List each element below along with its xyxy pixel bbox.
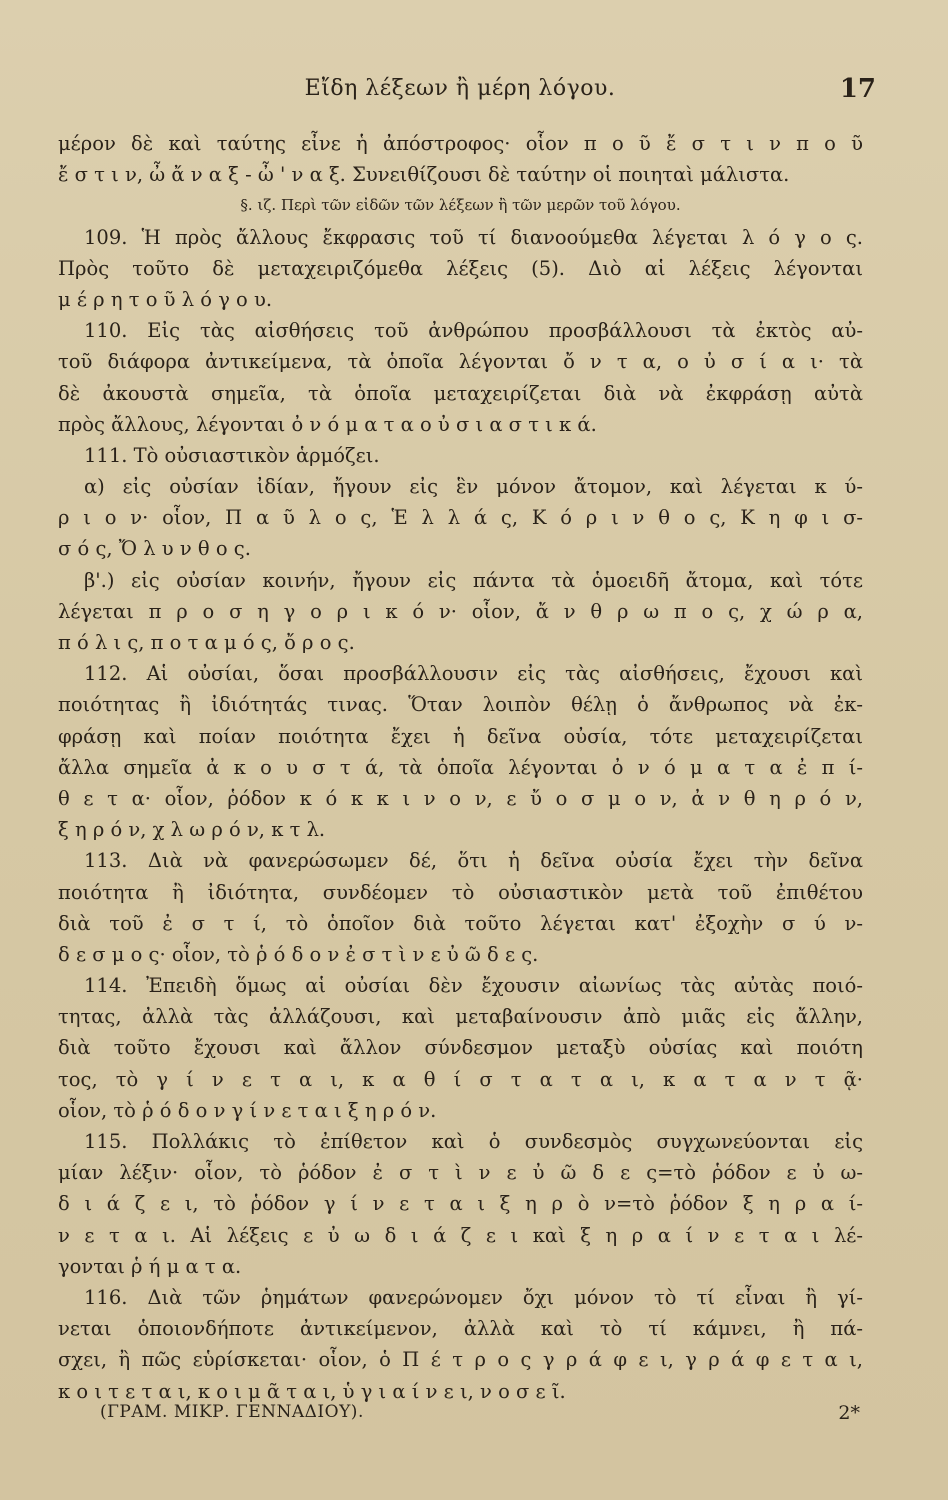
- text-line: διὰ τοῦ ἐ σ τ ί, τὸ ὁποῖον διὰ τοῦτο λέγεται κατ' ἐξοχὴν σ ύ ν-: [58, 911, 863, 935]
- page-number: 17: [839, 74, 876, 104]
- page-footer: [100, 1402, 860, 1432]
- body-text: [58, 128, 863, 1407]
- text-line: 111. Τὸ οὐσιαστικὸν ἁρμόζει.: [84, 443, 380, 467]
- text-line: 110. Εἰς τὰς αἰσθήσεις τοῦ ἀνθρώπου προσβάλλουσι τὰ ἐκτὸς αὐ-: [84, 319, 863, 343]
- text-line: ποιότητας ἢ ἰδιότητάς τινας. Ὅταν λοιπὸν θέλῃ ὁ ἄνθρωπος νὰ ἐκ-: [58, 693, 863, 717]
- text-line: ἔ σ τ ι ν, ὦ ἄ ν α ξ - ὦ ' ν α ξ. Συνειθίζουσι δὲ ταύτην οἱ ποιηταὶ μάλιστα.: [58, 163, 790, 187]
- text-line: θ ε τ α· οἷον, ῥόδον κ ό κ κ ι ν ο ν, ε ὔ ο σ μ ο ν, ἀ ν θ η ρ ό ν,: [58, 786, 863, 810]
- text-line: λέγεται π ρ ο σ η γ ο ρ ι κ ό ν· οἷον, ἄ ν θ ρ ω π ο ς, χ ώ ρ α,: [58, 599, 863, 623]
- text-line: δ ε σ μ ο ς· οἷον, τὸ ῥ ό δ ο ν ἐ σ τ ὶ ν ε ὐ ῶ δ ε ς.: [58, 942, 539, 966]
- text-line: 115. Πολλάκις τὸ ἐπίθετον καὶ ὁ συνδεσμὸς συγχωνεύονται εἰς: [84, 1130, 863, 1153]
- text-line: δ ι ά ζ ε ι, τὸ ῥόδον γ ί ν ε τ α ι ξ η ρ ὸ ν=τὸ ῥόδον ξ η ρ α ί-: [58, 1192, 863, 1216]
- text-line: μίαν λέξιν· οἷον, τὸ ῥόδον ἐ σ τ ὶ ν ε ὐ ῶ δ ε ς=τὸ ῥόδον ε ὐ ω-: [58, 1161, 863, 1185]
- text-line: 114. Ἐπειδὴ ὅμως αἱ οὐσίαι δὲν ἔχουσιν αἰωνίως τὰς αὐτὰς ποιό-: [84, 974, 863, 998]
- text-line: τητας, ἀλλὰ τὰς ἀλλάζουσι, καὶ μεταβαίνουσιν ἀπὸ μιᾶς εἰς ἄλλην,: [58, 1005, 863, 1029]
- text-line: 116. Διὰ τῶν ῥημάτων φανερώνομεν ὄχι μόνον τὸ τί εἶναι ἢ γί-: [84, 1285, 863, 1309]
- text-line: ἄλλα σημεῖα ἀ κ ο υ σ τ ά, τὰ ὁποῖα λέγονται ὀ ν ό μ α τ α ἐ π ί-: [58, 755, 863, 779]
- text-line: φράσῃ καὶ ποίαν ποιότητα ἔχει ἡ δεῖνα οὐσία, τότε μεταχειρίζεται: [58, 724, 863, 748]
- page-header: [60, 74, 876, 116]
- text-line: β'.) εἰς οὐσίαν κοινήν, ἤγουν εἰς πάντα τὰ ὁμοειδῆ ἄτομα, καὶ τότε: [84, 568, 863, 592]
- text-line: 109. Ἡ πρὸς ἄλλους ἔκφρασις τοῦ τί διανοούμεθα λέγεται λ ό γ ο ς.: [84, 225, 863, 249]
- footer-source: (ΓΡΑΜ. ΜΙΚΡ. ΓΕΝΝΑΔΙΟΥ).: [100, 1402, 364, 1422]
- text-line: μέρον δὲ καὶ ταύτης εἶνε ἡ ἀπόστροφος· οἷον π ο ῦ ἔ σ τ ι ν π ο ῦ: [58, 132, 863, 155]
- text-line: 113. Διὰ νὰ φανερώσωμεν δέ, ὅτι ἡ δεῖνα οὐσία ἔχει τὴν δεῖνα: [84, 849, 863, 873]
- text-line: νεται ὁποιονδήποτε ἀντικείμενον, ἀλλὰ καὶ τὸ τί κάμνει, ἢ πά-: [58, 1317, 863, 1341]
- running-title: Εἴδη λέξεων ἢ μέρη λόγου.: [304, 76, 616, 101]
- text-line: σχει, ἢ πῶς εὑρίσκεται· οἷον, ὁ Π έ τ ρ ο ς γ ρ ά φ ε ι, γ ρ ά φ ε τ α ι,: [58, 1348, 863, 1372]
- text-line: τος, τὸ γ ί ν ε τ α ι, κ α θ ί σ τ α τ α ι, κ α τ α ν τ ᾷ·: [58, 1067, 863, 1091]
- text-line: μ έ ρ η τ ο ῦ λ ό γ ο υ.: [58, 287, 273, 311]
- text-line: α) εἰς οὐσίαν ἰδίαν, ἤγουν εἰς ἓν μόνον ἄτομον, καὶ λέγεται κ ύ-: [84, 475, 863, 499]
- text-line: ποιότητα ἢ ἰδιότητα, συνδέομεν τὸ οὐσιαστικὸν μετὰ τοῦ ἐπιθέτου: [58, 880, 863, 904]
- text-line: δὲ ἀκουστὰ σημεῖα, τὰ ὁποῖα μεταχειρίζεται διὰ νὰ ἐκφράσῃ αὐτὰ: [58, 381, 863, 405]
- text-line: ρ ι ο ν· οἷον, Π α ῦ λ ο ς, Ἑ λ λ ά ς, Κ ό ρ ι ν θ ο ς, Κ η φ ι σ-: [58, 506, 863, 530]
- text-line: Πρὸς τοῦτο δὲ μεταχειριζόμεθα λέξεις (5). Διὸ αἱ λέξεις λέγονται: [58, 256, 863, 280]
- text-line: κ ο ι τ ε τ α ι, κ ο ι μ ᾶ τ α ι, ὑ γ ι α ί ν ε ι, ν ο σ ε ῖ.: [58, 1379, 566, 1403]
- text-line: 112. Αἱ οὐσίαι, ὅσαι προσβάλλουσιν εἰς τὰς αἰσθήσεις, ἔχουσι καὶ: [84, 662, 863, 686]
- signature-mark: 2*: [838, 1402, 860, 1424]
- text-line: διὰ τοῦτο ἔχουσι καὶ ἄλλον σύνδεσμον μεταξὺ οὐσίας καὶ ποιότη: [58, 1036, 863, 1060]
- text-line: §. ιζ. Περὶ τῶν εἰδῶν τῶν λέξεων ἢ τῶν μερῶν τοῦ λόγου.: [240, 196, 681, 215]
- text-line: ν ε τ α ι. Αἱ λέξεις ε ὐ ω δ ι ά ζ ε ι καὶ ξ η ρ α ί ν ε τ α ι λέ-: [58, 1223, 863, 1247]
- text-line: τοῦ διάφορα ἀντικείμενα, τὰ ὁποῖα λέγονται ὄ ν τ α, ο ὐ σ ί α ι· τὰ: [58, 350, 863, 374]
- text-line: πρὸς ἄλλους, λέγονται ὀ ν ό μ α τ α ο ὐ σ ι α σ τ ι κ ά.: [58, 412, 597, 436]
- text-line: ξ η ρ ό ν, χ λ ω ρ ό ν, κ τ λ.: [58, 818, 326, 842]
- text-line: σ ό ς, Ὄ λ υ ν θ ο ς.: [58, 537, 251, 561]
- text-line: οἷον, τὸ ῥ ό δ ο ν γ ί ν ε τ α ι ξ η ρ ό ν.: [58, 1098, 437, 1122]
- text-line: γονται ῥ ή μ α τ α.: [58, 1254, 242, 1278]
- text-line: π ό λ ι ς, π ο τ α μ ό ς, ὄ ρ ο ς.: [58, 631, 355, 654]
